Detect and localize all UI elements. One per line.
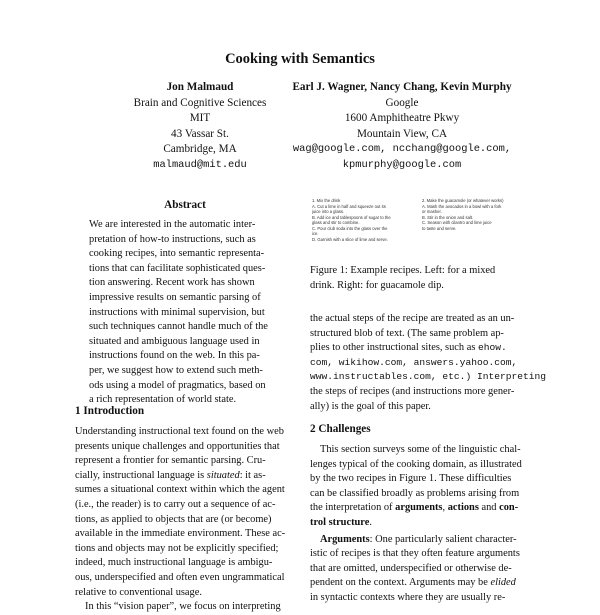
abstract-line: We are interested in the automatic inter- bbox=[89, 219, 256, 230]
body-line: in syntactic contexts where they are usually re- bbox=[310, 591, 506, 603]
figure-right-item: B. Stir in the onion and salt. bbox=[422, 214, 474, 220]
body-line: the actual steps of the recipe are treated as an un- bbox=[310, 313, 515, 324]
figure-left-title: 1. Mix the drink bbox=[312, 198, 341, 203]
body-text-part: plies to other instructional sites, such as bbox=[310, 342, 476, 354]
abstract-line: instructions found on the web. In this pa- bbox=[89, 350, 260, 362]
url-list: www.instructables.com, etc.) Interpreting bbox=[310, 371, 547, 383]
emphasis-situated: situated bbox=[206, 469, 240, 481]
abstract-text bbox=[89, 218, 279, 408]
intro-line: In this “vision paper”, we focus on interpreting bbox=[85, 601, 281, 613]
author-2-emails-cont: kpmurphy@google.com bbox=[342, 158, 462, 171]
body-text-part: : One particularly salient character- bbox=[369, 533, 517, 545]
author-1-affil-line: Cambridge, MA bbox=[163, 143, 237, 156]
intro-heading: 1 Introduction bbox=[75, 405, 145, 417]
figure-left-item: glass and stir to combine. bbox=[312, 220, 360, 225]
abstract-line: tions that can facilitate sophisticated ques- bbox=[89, 262, 266, 274]
bold-arguments: arguments bbox=[395, 502, 443, 514]
intro-line: (i.e., the reader) is to carry out a sequence of ac- bbox=[75, 498, 276, 510]
body-line: This section surveys some of the linguistic chal- bbox=[320, 444, 521, 455]
bold-arguments-lead: Arguments bbox=[320, 533, 370, 545]
author-1-affil-line: 43 Vassar St. bbox=[171, 127, 229, 140]
author-1-name: Jon Malmaud bbox=[166, 81, 234, 93]
caption-line: Figure 1: Example recipes. Left: for a mixed bbox=[310, 265, 496, 276]
body-line bbox=[310, 370, 547, 385]
body-text-part: pendent on the context. Arguments may be bbox=[310, 577, 488, 589]
body-line: by the two recipes in Figure 1. These difficulties bbox=[310, 473, 512, 485]
author-2-names: Earl J. Wagner, Nancy Chang, Kevin Murphy bbox=[292, 81, 512, 93]
intro-line bbox=[75, 469, 295, 484]
intro-line: tions, as applied to objects that are (or become) bbox=[75, 513, 272, 525]
author-1-affil-line: MIT bbox=[189, 112, 211, 125]
figure-left-item: ice. bbox=[312, 231, 319, 236]
author-block-2 bbox=[262, 80, 542, 174]
figure-left-item: A. Cut a lime in half and squeeze out its bbox=[312, 203, 386, 209]
abstract-line: such techniques cannot handle much of the bbox=[89, 321, 268, 333]
body-line bbox=[310, 533, 535, 548]
intro-line: represent a frontier for semantic parsing. Cru- bbox=[75, 455, 266, 467]
body-line: the steps of recipes (and instructions more gener- bbox=[310, 385, 515, 397]
abstract-line: ods using a model of pragmatics, based on bbox=[89, 379, 266, 391]
intro-line: relative to conventional usage. bbox=[75, 586, 202, 598]
intro-line: available in the immediate environment. These ac- bbox=[75, 528, 286, 540]
body-text-part: the interpretation of bbox=[310, 502, 393, 514]
author-1-affil-line: Brain and Cognitive Sciences bbox=[133, 96, 267, 109]
intro-line: Understanding instructional text found on the web bbox=[75, 426, 284, 437]
right-col-paragraph-2 bbox=[310, 443, 535, 606]
body-text-part: and bbox=[481, 502, 497, 514]
bold-actions: actions bbox=[447, 502, 479, 514]
author-2-affil-line: Google bbox=[385, 96, 419, 109]
figure-right-item: C. Season with cilantro and lime juice bbox=[422, 220, 492, 225]
paper-title: Cooking with Semantics bbox=[225, 51, 375, 67]
caption-line: drink. Right: for guacamole dip. bbox=[310, 279, 444, 291]
abstract-line: impressive results on semantic parsing of bbox=[89, 291, 261, 303]
figure-caption bbox=[310, 264, 535, 293]
body-line: lenges typical of the cooking domain, as illustrated bbox=[310, 458, 522, 470]
challenges-heading: 2 Challenges bbox=[310, 423, 371, 435]
abstract-heading: Abstract bbox=[164, 199, 206, 211]
body-line: trol structure. bbox=[310, 516, 372, 528]
body-line: istic of recipes is that they often feature arguments bbox=[310, 548, 520, 560]
bold-control: con- bbox=[499, 502, 519, 514]
emphasis-elided: elided bbox=[490, 577, 516, 589]
body-line: ally) is the goal of this paper. bbox=[310, 400, 431, 412]
author-2-affil-line: 1600 Amphitheatre Pkwy bbox=[344, 112, 460, 125]
body-line bbox=[310, 341, 535, 356]
figure-right-item: A. Mash the avocados in a bowl with a fork bbox=[422, 203, 502, 209]
abstract-line: cooking recipes, into semantic representa- bbox=[89, 248, 265, 260]
intro-text bbox=[75, 425, 295, 615]
body-line bbox=[310, 356, 535, 371]
intro-line: indeed, much instructional language is ambigu- bbox=[75, 557, 273, 569]
intro-line: sumes a situational context within which the agent bbox=[75, 484, 285, 496]
bold-control-structure: trol structure bbox=[310, 516, 370, 528]
right-col-paragraph-1 bbox=[310, 312, 547, 414]
abstract-line: a rich representation of world state. bbox=[89, 394, 237, 406]
figure-right-item: or masher. bbox=[422, 209, 442, 214]
figure-left-item: B. Add ice and tablespoons of sugar to the bbox=[312, 214, 391, 220]
figure-left-item: C. Pour club soda into the glass over the bbox=[312, 225, 388, 231]
abstract-line: situated and ambiguous language used in bbox=[89, 335, 260, 347]
body-line: the interpretation of arguments, actions and con- bbox=[310, 502, 519, 514]
body-line: structured blob of text. (The same problem ap- bbox=[310, 327, 504, 339]
url-list: com, wikihow.com, answers.yahoo.com, bbox=[310, 356, 518, 368]
figure-right-title: 2. Make the guacamole (or whatever works) bbox=[422, 198, 504, 203]
intro-text-part: cially, instructional language is bbox=[75, 469, 207, 481]
author-1-email: malmaud@mit.edu bbox=[153, 158, 247, 171]
figure-right-item: to taste and serve. bbox=[422, 225, 457, 231]
author-2-affil-line: Mountain View, CA bbox=[356, 127, 448, 140]
figure-left-recipe bbox=[312, 198, 420, 258]
figure-right-recipe bbox=[422, 198, 530, 258]
body-line: can be classified broadly as problems arising from bbox=[310, 487, 520, 499]
abstract-line: per, we suggest how to extend such meth- bbox=[89, 364, 263, 376]
body-line bbox=[310, 576, 535, 591]
author-block-1 bbox=[120, 80, 280, 174]
figure-left-item: juice into a glass. bbox=[312, 209, 345, 214]
author-2-emails: wag@google.com, ncchang@google.com, bbox=[292, 143, 512, 156]
intro-line: ous, underspecified and often even ungrammatical bbox=[75, 571, 285, 583]
intro-line: tions and objects may not be explicitly specified; bbox=[75, 542, 279, 554]
intro-line: presents unique challenges and opportunities that bbox=[75, 440, 280, 452]
body-line: that are omitted, underspecified or otherwise de- bbox=[310, 562, 512, 574]
url-ehow: ehow. bbox=[477, 342, 507, 354]
figure-left-item: D. Garnish with a slice of lime and serve. bbox=[312, 236, 388, 242]
abstract-line: instructions with minimal supervision, but bbox=[89, 306, 265, 318]
abstract-line: tion answering. Recent work has shown bbox=[89, 277, 255, 289]
abstract-line: pretation of how-to instructions, such as bbox=[89, 233, 256, 245]
intro-text-part: : it as- bbox=[239, 469, 266, 481]
